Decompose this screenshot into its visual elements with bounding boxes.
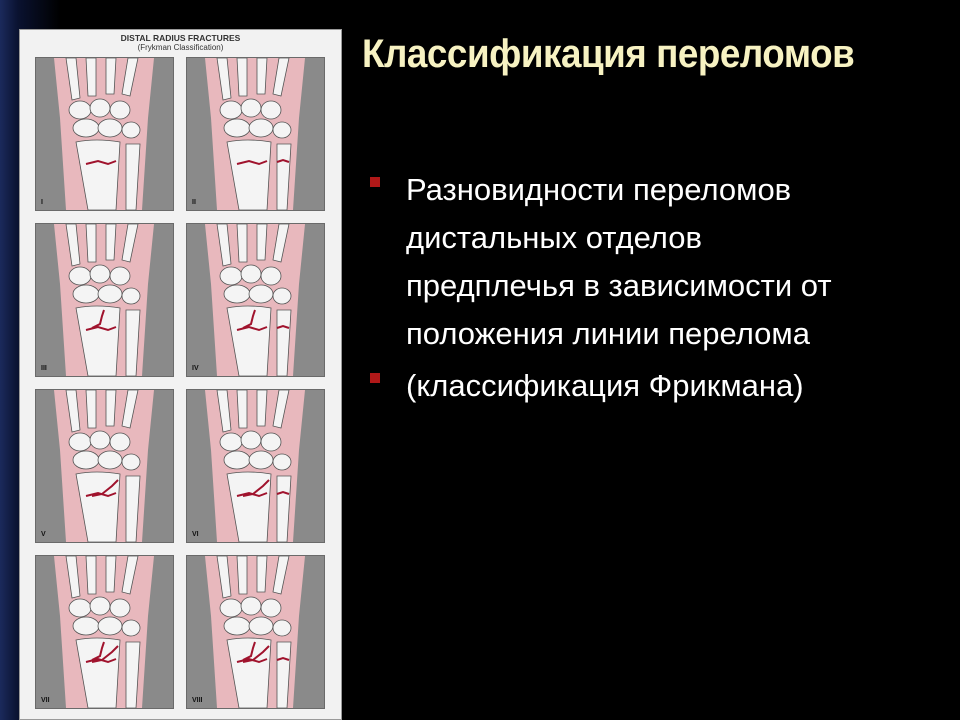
wrist-panel-5 bbox=[35, 389, 174, 543]
wrist-xray-drawing bbox=[187, 556, 324, 708]
panel-label: VII bbox=[41, 697, 50, 704]
bullet-item bbox=[370, 362, 950, 410]
square-bullet-icon bbox=[370, 373, 380, 383]
panel-label: I bbox=[41, 199, 43, 206]
wrist-xray-drawing bbox=[36, 556, 173, 708]
wrist-panel-1 bbox=[35, 57, 174, 211]
panel-label: VIII bbox=[192, 697, 203, 704]
panel-label: IV bbox=[192, 365, 199, 372]
bullet-line: дистальных отделов bbox=[406, 220, 702, 255]
wrist-panel-3 bbox=[35, 223, 174, 377]
bullet-line: Разновидности переломов bbox=[406, 172, 792, 207]
wrist-panel-8 bbox=[186, 555, 325, 709]
panel-label: VI bbox=[192, 531, 199, 538]
panel-label: III bbox=[41, 365, 47, 372]
bullet-line: предплечья в зависимости от bbox=[406, 268, 832, 303]
wrist-panel-4 bbox=[186, 223, 325, 377]
bullet-list bbox=[370, 166, 950, 410]
bullet-line: положения линии перелома bbox=[406, 316, 810, 351]
frykman-classification-figure bbox=[19, 29, 342, 720]
wrist-xray-drawing bbox=[36, 390, 173, 542]
square-bullet-icon bbox=[370, 177, 380, 187]
panel-label: II bbox=[192, 199, 196, 206]
figure-subtitle: (Frykman Classification) bbox=[137, 43, 224, 52]
wrist-panel-2 bbox=[186, 57, 325, 211]
wrist-xray-drawing bbox=[187, 224, 324, 376]
bullet-item bbox=[370, 166, 950, 358]
wrist-xray-drawing bbox=[36, 224, 173, 376]
wrist-panel-6 bbox=[186, 389, 325, 543]
bullet-line: (классификация Фрикмана) bbox=[406, 368, 804, 403]
wrist-panel-7 bbox=[35, 555, 174, 709]
wrist-xray-drawing bbox=[187, 390, 324, 542]
panel-label: V bbox=[41, 531, 46, 538]
wrist-xray-drawing bbox=[187, 58, 324, 210]
figure-title: DISTAL RADIUS FRACTURES bbox=[120, 33, 241, 43]
slide-title: Классификация переломов bbox=[362, 32, 855, 76]
wrist-xray-drawing bbox=[36, 58, 173, 210]
